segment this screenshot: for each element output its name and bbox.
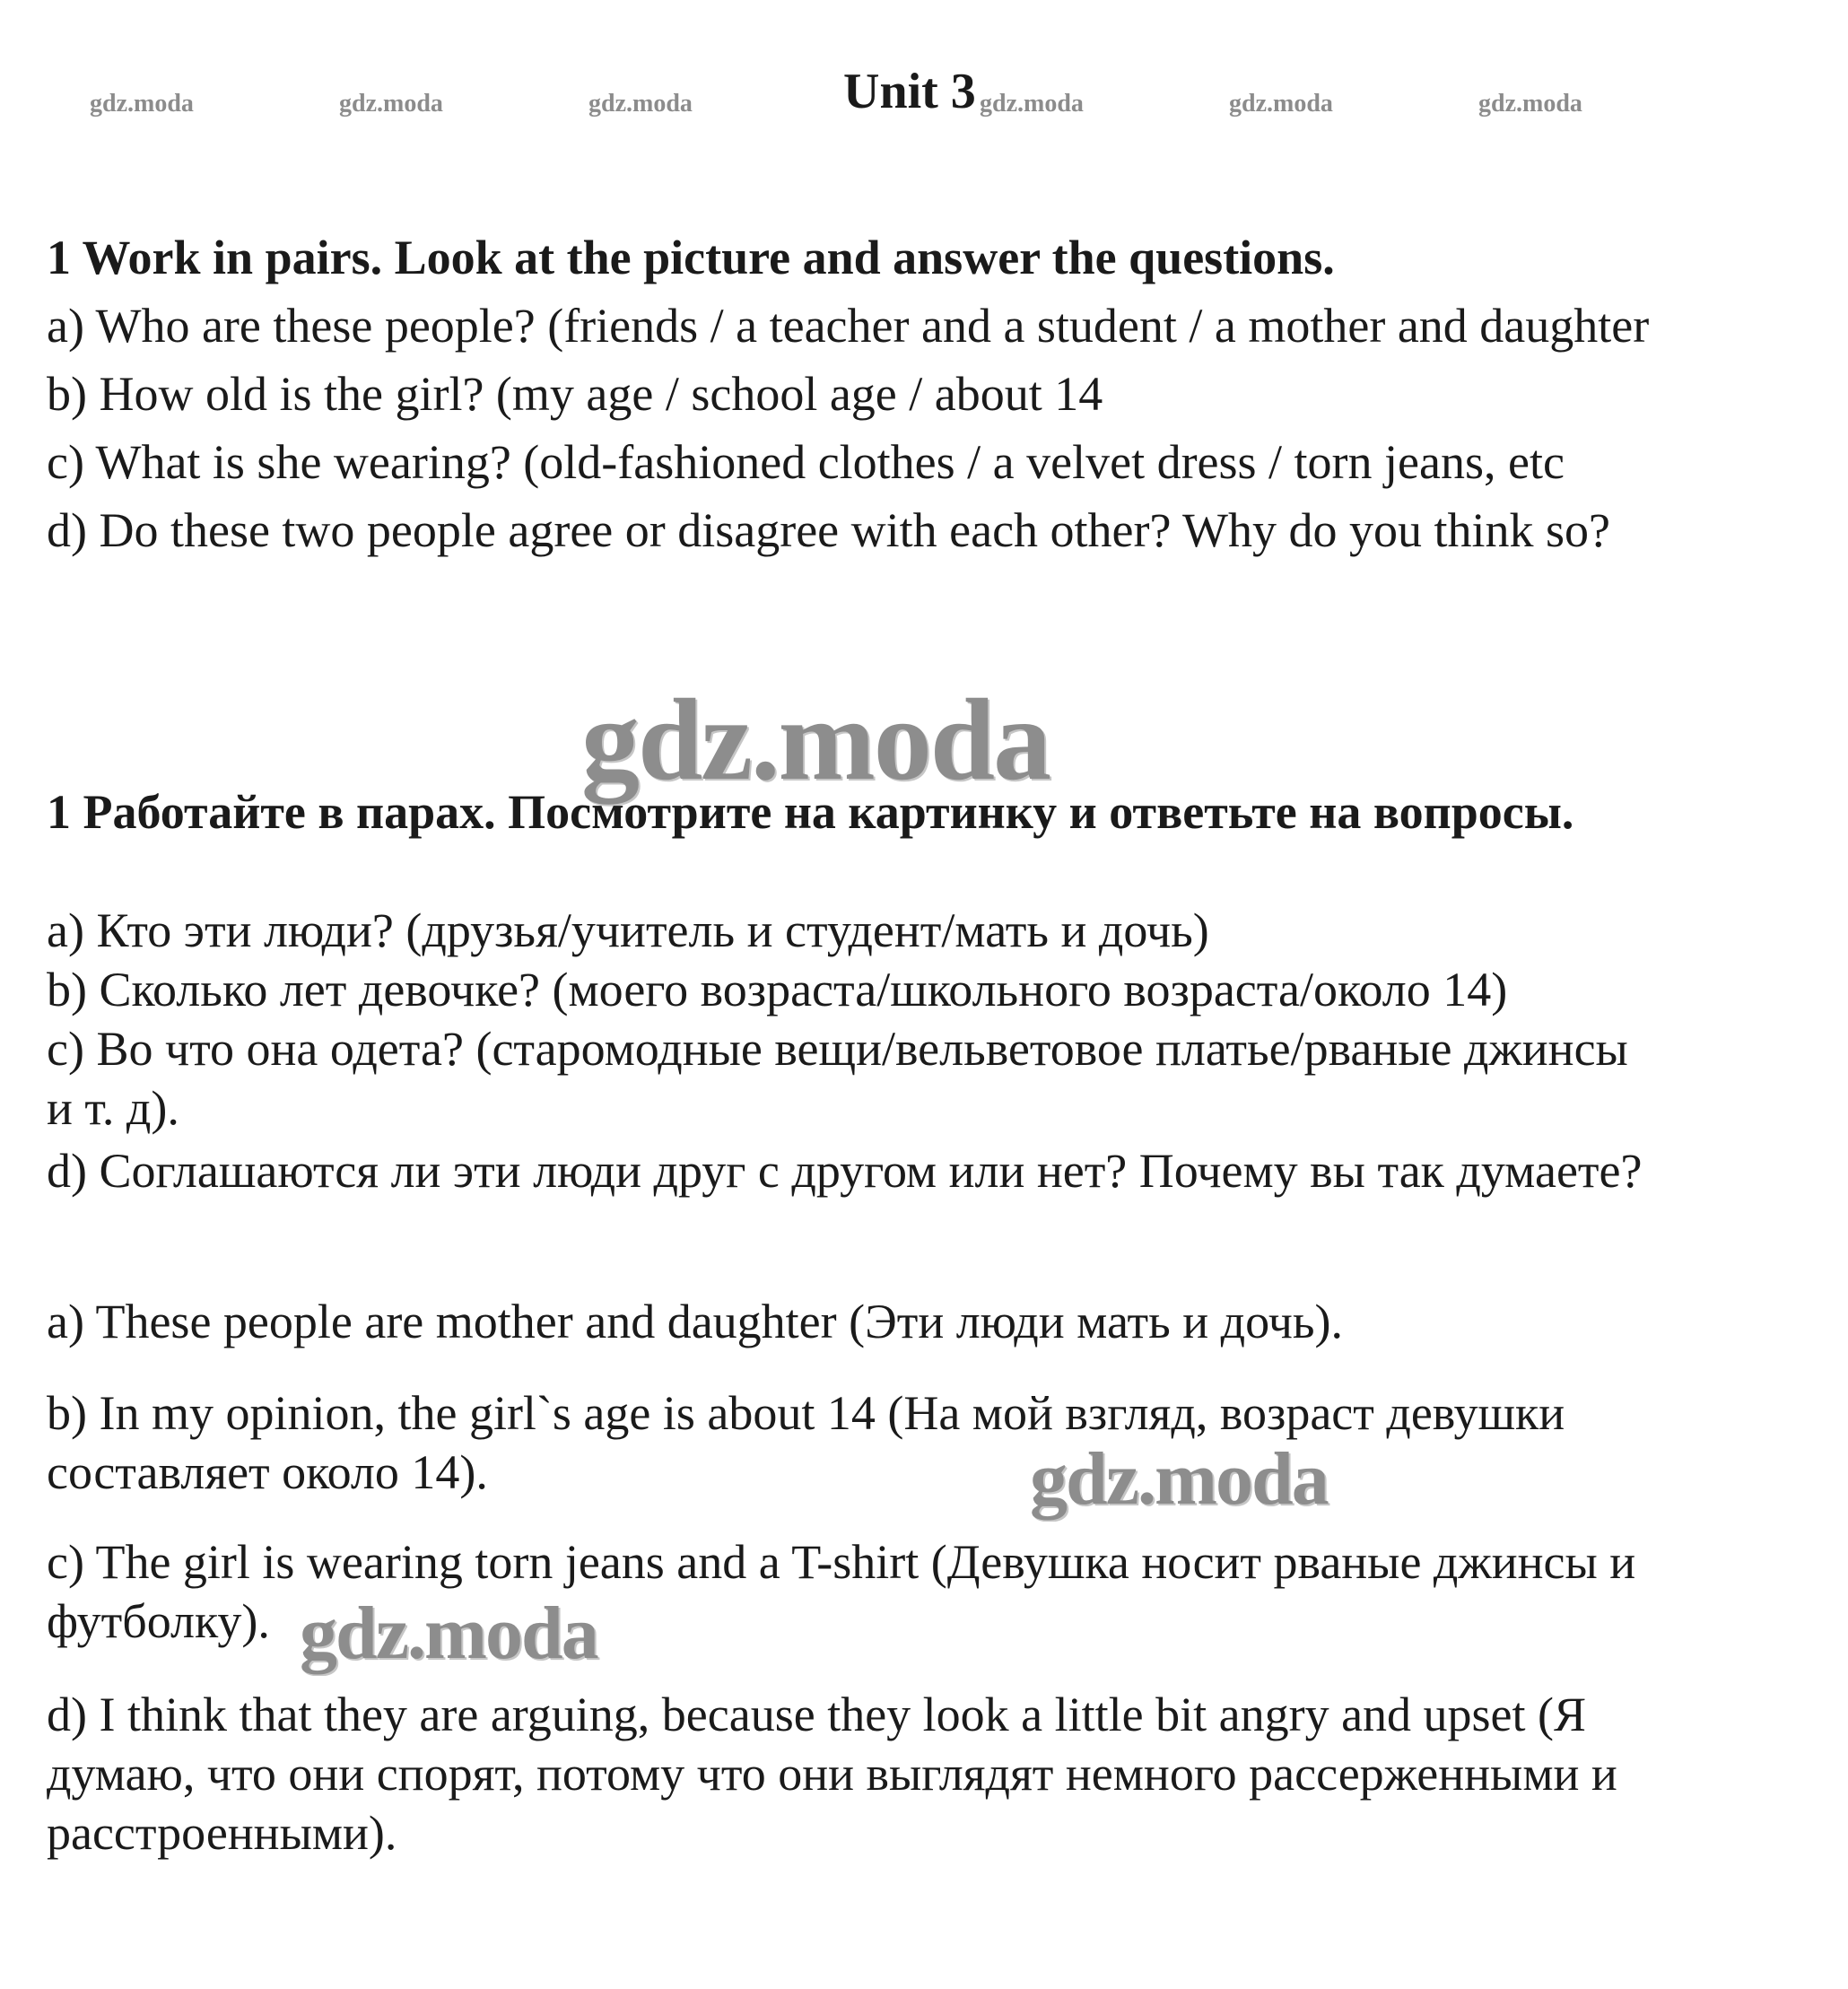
question-item-en: a) Who are these people? (friends / a teacher and a student / a mother and daughter — [47, 299, 1650, 353]
question-item-ru: a) Кто эти люди? (друзья/учитель и студент/мать и дочь) — [47, 903, 1209, 957]
watermark-logo: gdz.moda — [588, 90, 693, 118]
watermark-logo: gdz.moda — [1478, 90, 1582, 118]
page-title: Unit 3 — [843, 64, 976, 119]
answer-line: составляет около 14). — [47, 1445, 488, 1499]
question-item-en: c) What is she wearing? (old-fashioned clothes / a velvet dress / torn jeans, etc — [47, 435, 1565, 489]
question-item-en: d) Do these two people agree or disagree with each other? Why do you think so? — [47, 503, 1610, 557]
watermark-logo: gdz.moda — [300, 1592, 597, 1675]
answer-line: расстроенными). — [47, 1806, 397, 1860]
question-item-ru: c) Во что она одета? (старомодные вещи/вельветовое платье/рваные джинсы — [47, 1022, 1628, 1076]
question-item-ru: d) Соглашаются ли эти люди друг с другом или нет? Почему вы так думаете? — [47, 1144, 1643, 1198]
answer-line: думаю, что они спорят, потому что они выглядят немного рассерженными и — [47, 1747, 1617, 1801]
answer-line: d) I think that they are arguing, because they look a little bit angry and upset (Я — [47, 1688, 1587, 1741]
question-item-ru: и т. д). — [47, 1081, 179, 1135]
question-item-ru: b) Сколько лет девочке? (моего возраста/школьного возраста/около 14) — [47, 963, 1508, 1016]
task-heading-ru: 1 Работайте в парах. Посмотрите на картинку и ответьте на вопросы. — [47, 785, 1574, 839]
answer-line: c) The girl is wearing torn jeans and a T-shirt (Девушка носит рваные джинсы и — [47, 1535, 1636, 1589]
watermark-logo: gdz.moda — [980, 90, 1084, 118]
question-item-en: b) How old is the girl? (my age / school age / about 14 — [47, 367, 1103, 421]
task-heading-en: 1 Work in pairs. Look at the picture and answer the questions. — [47, 231, 1335, 284]
watermark-logo: gdz.moda — [90, 90, 194, 118]
watermark-logo: gdz.moda — [339, 90, 443, 118]
watermark-logo: gdz.moda — [1030, 1437, 1328, 1521]
watermark-logo: gdz.moda — [581, 676, 1050, 805]
answer-line: b) In my opinion, the girl`s age is about 14 (На мой взгляд, возраст девушки — [47, 1386, 1565, 1440]
answer-line: a) These people are mother and daughter (Эти люди мать и дочь). — [47, 1295, 1344, 1348]
watermark-logo: gdz.moda — [1229, 90, 1333, 118]
answer-line: футболку). — [47, 1594, 270, 1648]
